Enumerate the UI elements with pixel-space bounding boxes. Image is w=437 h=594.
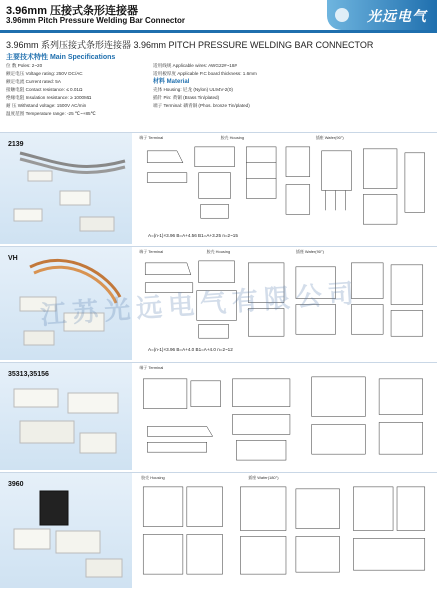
- page-header: [0, 0, 437, 30]
- product-photo-panel: [0, 133, 132, 244]
- header-title-zh: 3.96mm 压接式条形连接器: [6, 5, 139, 17]
- terminal-label: 端子 Terminal: [139, 364, 164, 370]
- product-photo-panel: [0, 473, 132, 588]
- terminal-label: 端子 Terminal: [139, 248, 164, 254]
- brand-banner: [327, 0, 437, 30]
- housing-label: 胶壳 Housing: [206, 248, 231, 254]
- spec-line: 适用板厚度 Applicable P.C board thickness: 1.6mm: [153, 71, 257, 76]
- spec-title: 主要技术特性 Main Specifications: [6, 54, 116, 61]
- wafer-label: 插座 Wafer(180°): [248, 474, 279, 480]
- section-label: 3960: [8, 481, 24, 488]
- product-photo: [0, 473, 132, 589]
- spec-line: 接触电阻 Contact resistance: ≤ 0.01Ω: [6, 87, 83, 92]
- material-line: 壳体 Housing: 尼龙 (Nylon) UL94V-2(0): [153, 87, 233, 92]
- spec-line: 适用线规 Applicable wires: AWG22#~18#: [153, 63, 237, 68]
- specs-left: [6, 62, 96, 118]
- spec-line: 耐 压 Withstand voltage: 1500V AC/min: [6, 103, 87, 108]
- material-title: 材料 Material: [153, 79, 190, 85]
- spec-line: 位 数 Poles: 2~20: [6, 63, 43, 68]
- section-label: VH: [8, 255, 18, 262]
- brand-name: 光远电气: [367, 8, 427, 24]
- spec-line: 额定电压 Voltage rating: 250V DC/AC: [6, 71, 83, 76]
- terminal-label: 端子 Terminal: [139, 134, 164, 140]
- product-photo: [0, 363, 132, 471]
- specs-right: [153, 62, 257, 110]
- material-line: 插针 Pin: 黄铜 (Brass Tin/plated): [153, 95, 220, 100]
- wafer-label: 插座 Wafer(90°): [315, 134, 344, 140]
- watermark: 江苏光远电气有限公司: [39, 277, 361, 331]
- spec-line: 额定电流 Current rated: 5A: [6, 79, 61, 84]
- technical-drawing: [136, 363, 432, 470]
- housing-label: 胶壳 Housing: [220, 134, 245, 140]
- header-divider: [0, 30, 437, 33]
- section-35313: [0, 362, 437, 470]
- spec-line: 温度范围 Temperature range: -25 ℃~+85℃: [6, 111, 96, 116]
- page-title: 3.96mm 系列压接式条形连接器 3.96mm PITCH PRESSURE WELDING BAR CONNECTOR: [6, 40, 374, 50]
- section-label: 2139: [8, 141, 24, 148]
- wafer-label: 插座 Wafer(90°): [295, 248, 324, 254]
- section-label: 35313,35156: [8, 371, 49, 378]
- technical-drawing: [136, 133, 432, 244]
- formula-text: A=(n-1)×3.96 B=A+4.56 B1=A+3.25 n=2~15: [148, 233, 238, 238]
- spec-line: 绝缘电阻 Insulation resistance: ≥ 1000MΩ: [6, 95, 92, 100]
- material-line: 端子 Terminal: 磷青铜 (Phos. bronze Tin/plated): [153, 103, 250, 108]
- technical-drawing: [136, 473, 432, 588]
- section-3960: [0, 472, 437, 588]
- housing-label: 胶壳 Housing: [141, 474, 165, 480]
- section-2139: [0, 132, 437, 244]
- formula-text: A=(n-1)×3.96 B=A+4.0 B1=A+4.0 n=2~12: [148, 347, 233, 352]
- product-photo-panel: [0, 363, 132, 470]
- header-title-en: 3.96mm Pitch Pressure Welding Bar Connector: [6, 16, 186, 25]
- product-photo: [0, 133, 132, 245]
- brand-logo-icon: [335, 8, 349, 22]
